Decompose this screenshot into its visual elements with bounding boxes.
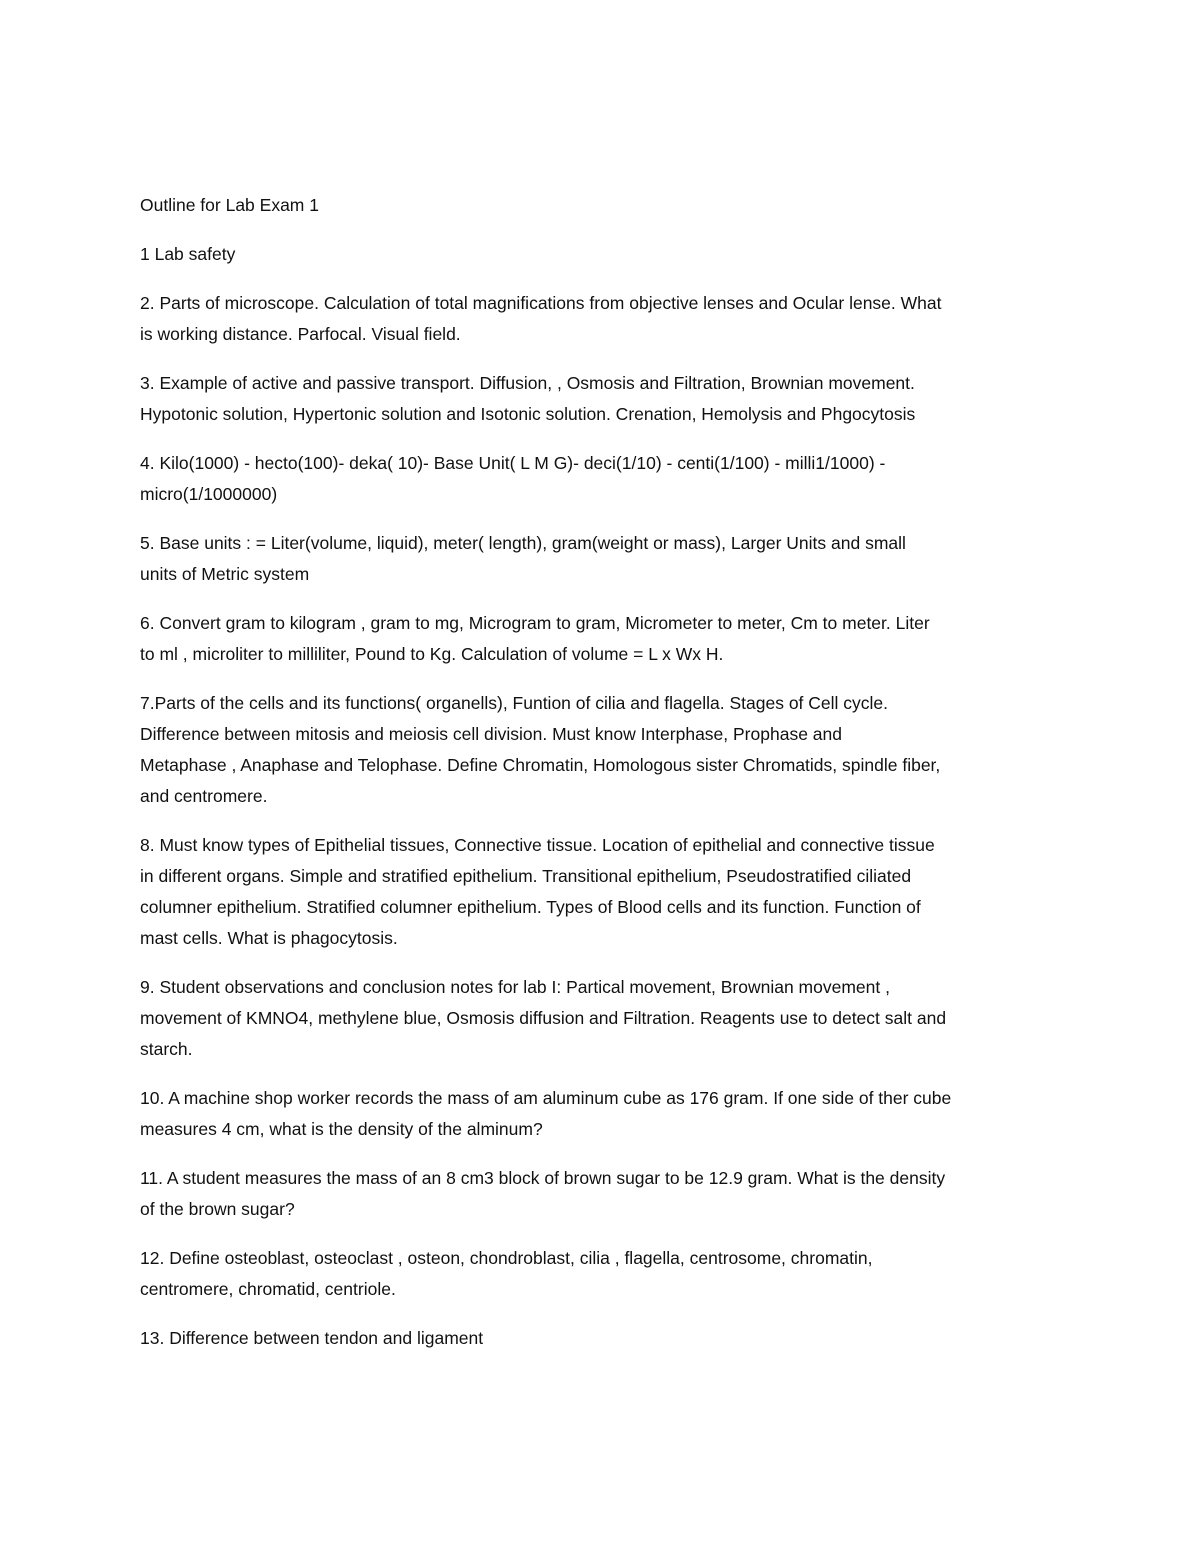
outline-item [140, 1163, 1060, 1225]
outline-item [140, 1323, 1060, 1354]
outline-item-line: 2. Parts of microscope. Calculation of total magnifications from objective lenses and Ocular lense. What [140, 293, 942, 313]
outline-item [140, 830, 1060, 954]
outline-item-line: measures 4 cm, what is the density of the alminum? [140, 1119, 543, 1139]
outline-item [140, 688, 1060, 812]
outline-item-line: in different organs. Simple and stratified epithelium. Transitional epithelium, Pseudostratified ciliated [140, 866, 912, 886]
outline-item-line: 3. Example of active and passive transport. Diffusion, , Osmosis and Filtration, Brownian movement. [140, 373, 915, 393]
outline-item-line: 6. Convert gram to kilogram , gram to mg, Microgram to gram, Micrometer to meter, Cm to meter. Liter [140, 613, 930, 633]
outline-item-line: starch. [140, 1039, 193, 1059]
outline-item-line: 1 Lab safety [140, 244, 236, 264]
document-title: Outline for Lab Exam 1 [140, 195, 319, 215]
outline-item [140, 368, 1060, 430]
outline-item-line: is working distance. Parfocal. Visual field. [140, 324, 461, 344]
outline-item-line: units of Metric system [140, 564, 310, 584]
outline-item-line: to ml , microliter to milliliter, Pound to Kg. Calculation of volume = L x Wx H. [140, 644, 724, 664]
outline-item [140, 972, 1060, 1065]
outline-item-line: 5. Base units : = Liter(volume, liquid), meter( length), gram(weight or mass), Larger Units and small [140, 533, 906, 553]
outline-item-line: 13. Difference between tendon and ligament [140, 1328, 484, 1348]
outline-item-line: centromere, chromatid, centriole. [140, 1279, 396, 1299]
outline-item-line: columner epithelium. Stratified columner epithelium. Types of Blood cells and its function. Function of [140, 897, 921, 917]
outline-list [140, 239, 1060, 1354]
outline-item-line: 7.Parts of the cells and its functions( organells), Funtion of cilia and flagella. Stages of Cell cycle. [140, 693, 889, 713]
outline-item-line: Hypotonic solution, Hypertonic solution and Isotonic solution. Crenation, Hemolysis and Phgocytosis [140, 404, 916, 424]
outline-item-line: 10. A machine shop worker records the mass of am aluminum cube as 176 gram. If one side of ther cube [140, 1088, 952, 1108]
outline-item-line: Metaphase , Anaphase and Telophase. Define Chromatin, Homologous sister Chromatids, spindle fiber, [140, 755, 941, 775]
outline-item-line: micro(1/1000000) [140, 484, 278, 504]
outline-item [140, 239, 1060, 270]
document-page [140, 190, 1060, 1372]
outline-item [140, 528, 1060, 590]
outline-item-line: Difference between mitosis and meiosis cell division. Must know Interphase, Prophase and [140, 724, 842, 744]
outline-item [140, 1083, 1060, 1145]
outline-item [140, 608, 1060, 670]
outline-item-line: 12. Define osteoblast, osteoclast , osteon, chondroblast, cilia , flagella, centrosome, chromatin, [140, 1248, 873, 1268]
outline-item-line: mast cells. What is phagocytosis. [140, 928, 398, 948]
outline-item-line: movement of KMNO4, methylene blue, Osmosis diffusion and Filtration. Reagents use to detect salt and [140, 1008, 947, 1028]
outline-item [140, 288, 1060, 350]
outline-item [140, 1243, 1060, 1305]
outline-item-line: 8. Must know types of Epithelial tissues, Connective tissue. Location of epithelial and connective tissue [140, 835, 935, 855]
outline-item-line: 4. Kilo(1000) - hecto(100)- deka( 10)- Base Unit( L M G)- deci(1/10) - centi(1/100) - milli1/1000) - [140, 453, 886, 473]
outline-item-line: and centromere. [140, 786, 268, 806]
outline-item-line: of the brown sugar? [140, 1199, 295, 1219]
outline-item [140, 448, 1060, 510]
outline-item-line: 9. Student observations and conclusion notes for lab I: Partical movement, Brownian movement , [140, 977, 890, 997]
outline-item-line: 11. A student measures the mass of an 8 cm3 block of brown sugar to be 12.9 gram. What is the density [140, 1168, 946, 1188]
